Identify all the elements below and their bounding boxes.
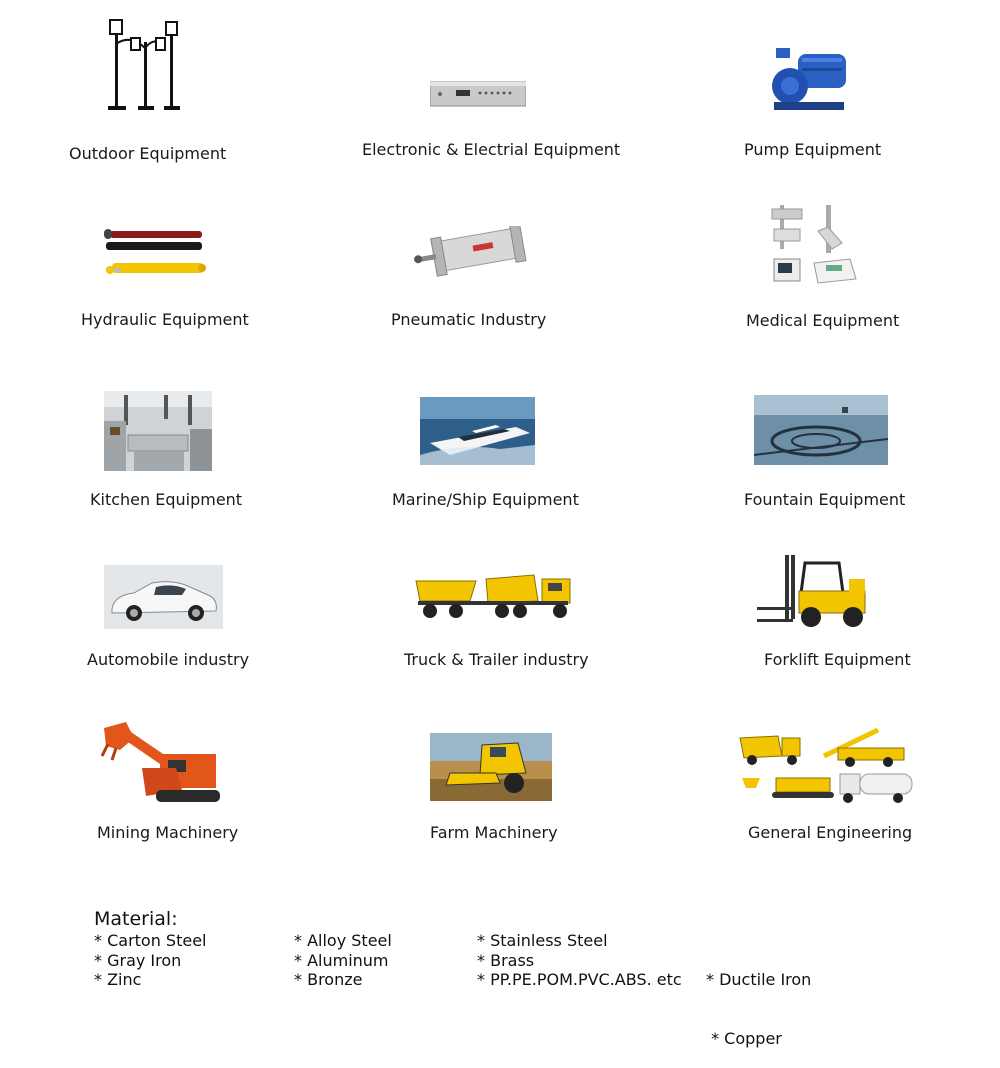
truck-icon — [414, 573, 572, 621]
material-item: * Alloy Steel — [294, 931, 392, 950]
category-label: Mining Machinery — [97, 823, 239, 842]
category-label: Kitchen Equipment — [90, 490, 243, 509]
pneumatic-cylinder-icon — [414, 226, 528, 282]
category-label: Marine/Ship Equipment — [392, 490, 579, 509]
material-column — [477, 931, 682, 990]
material-item: * Aluminum — [294, 950, 389, 970]
construction-vehicles-icon — [738, 728, 914, 804]
mining-machine-icon — [100, 716, 222, 804]
category-label: Outdoor Equipment — [69, 144, 227, 163]
rack-device-icon — [430, 76, 526, 108]
harvester-icon — [430, 733, 552, 801]
material-item: * Stainless Steel — [477, 931, 608, 950]
hydraulic-cylinder-icon — [104, 225, 208, 283]
pump-icon — [770, 44, 850, 114]
category-label: Forklift Equipment — [764, 650, 911, 669]
yacht-icon — [420, 397, 535, 465]
material-column — [706, 931, 811, 1068]
category-label: Automobile industry — [87, 650, 250, 669]
material-item: * Carton Steel — [94, 931, 207, 950]
material-item: * Gray Iron — [94, 950, 182, 970]
medical-device-icon — [768, 203, 858, 287]
category-label: Truck & Trailer industry — [404, 650, 589, 669]
material-item: * Brass — [477, 950, 535, 970]
material-item: * Zinc — [94, 970, 142, 989]
category-label: Farm Machinery — [430, 823, 558, 842]
category-label: Electronic & Electrial Equipment — [362, 140, 621, 159]
car-icon — [104, 565, 223, 629]
material-column — [94, 931, 207, 990]
category-label: Fountain Equipment — [744, 490, 906, 509]
kitchen-icon — [104, 391, 212, 471]
material-column — [294, 931, 392, 990]
category-label: Medical Equipment — [746, 311, 900, 330]
category-label: Pump Equipment — [744, 140, 882, 159]
fountain-icon — [754, 395, 888, 465]
category-label: Hydraulic Equipment — [81, 310, 249, 329]
material-item: * Copper — [706, 1028, 782, 1048]
category-label: General Engineering — [748, 823, 913, 842]
street-lamp-icon — [100, 18, 184, 112]
material-item: * Bronze — [294, 970, 363, 989]
material-item: * PP.PE.POM.PVC.ABS. etc — [477, 970, 682, 989]
material-heading: Material: — [94, 908, 178, 930]
material-item: * Ductile Iron — [706, 970, 812, 989]
forklift-icon — [757, 553, 869, 629]
category-label: Pneumatic Industry — [391, 310, 547, 329]
